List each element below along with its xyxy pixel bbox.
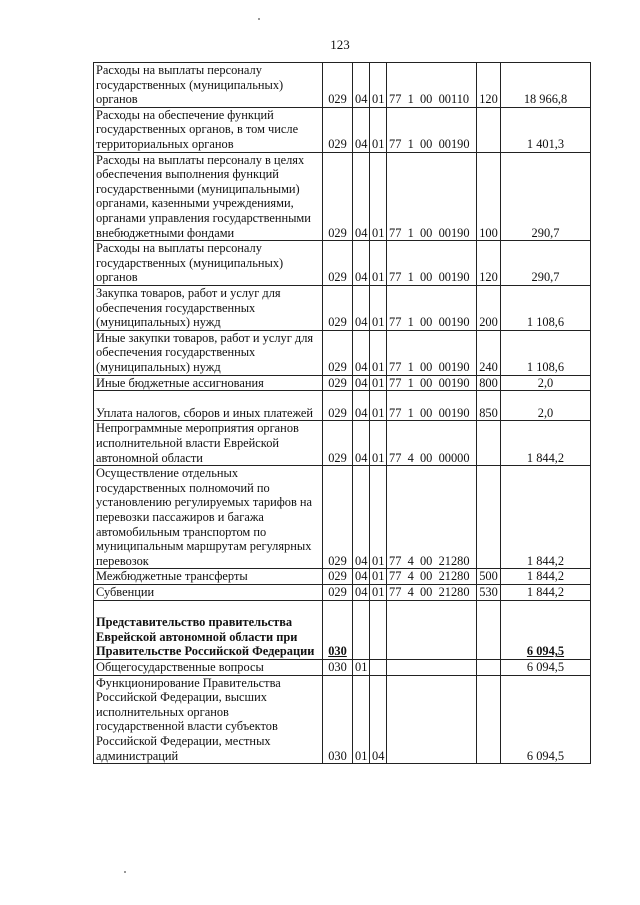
- row-amount: 1 401,3: [501, 107, 591, 152]
- row-vr-code: [477, 107, 501, 152]
- row-csr-code: 77 4 00 21280: [387, 466, 477, 569]
- row-amount: 1 108,6: [501, 285, 591, 330]
- row-rz-code: 04: [353, 241, 370, 286]
- row-csr-code: 77 1 00 00190: [387, 285, 477, 330]
- row-gr-code: 029: [323, 584, 353, 600]
- table-row: [94, 107, 591, 152]
- row-gr-code: 030: [323, 675, 353, 764]
- row-rz-code: 04: [353, 391, 370, 421]
- row-pr-code: [370, 600, 387, 659]
- row-name: Представительство правительства Еврейской автономной области при Правительстве Российской Федерации: [94, 600, 323, 659]
- row-amount: 2,0: [501, 375, 591, 391]
- row-gr-code: 029: [323, 391, 353, 421]
- row-name: Субвенции: [94, 584, 323, 600]
- row-amount: 6 094,5: [501, 675, 591, 764]
- row-pr-code: 01: [370, 375, 387, 391]
- row-pr-code: 01: [370, 584, 387, 600]
- row-name: Расходы на обеспечение функций государственных органов, в том числе территориальных органов: [94, 107, 323, 152]
- row-name: Иные бюджетные ассигнования: [94, 375, 323, 391]
- row-pr-code: 01: [370, 152, 387, 241]
- row-amount: 1 844,2: [501, 569, 591, 585]
- row-pr-code: 01: [370, 421, 387, 466]
- row-name: Межбюджетные трансферты: [94, 569, 323, 585]
- row-name: Осуществление отдельных государственных полномочий по установлению регулируемых тарифов на перевозки пассажиров и багажа автомобильным транспортом по муниципальным маршрутам регулярных перевозок: [94, 466, 323, 569]
- row-rz-code: 04: [353, 569, 370, 585]
- row-pr-code: 01: [370, 330, 387, 375]
- row-amount: 290,7: [501, 152, 591, 241]
- row-name: Уплата налогов, сборов и иных платежей: [94, 391, 323, 421]
- row-vr-code: [477, 659, 501, 675]
- row-name: Закупка товаров, работ и услуг для обеспечения государственных (муниципальных) нужд: [94, 285, 323, 330]
- row-vr-code: [477, 421, 501, 466]
- table-row: [94, 330, 591, 375]
- table-row: [94, 375, 591, 391]
- row-gr-code: 029: [323, 330, 353, 375]
- row-rz-code: 04: [353, 63, 370, 108]
- table-row: [94, 285, 591, 330]
- row-csr-code: 77 1 00 00190: [387, 152, 477, 241]
- row-name: Непрограммные мероприятия органов исполнительной власти Еврейской автономной области: [94, 421, 323, 466]
- row-gr-code: 030: [323, 600, 353, 659]
- row-pr-code: 04: [370, 675, 387, 764]
- row-vr-code: 800: [477, 375, 501, 391]
- row-rz-code: 04: [353, 421, 370, 466]
- row-csr-code: 77 1 00 00190: [387, 330, 477, 375]
- row-rz-code: 04: [353, 285, 370, 330]
- row-vr-code: 100: [477, 152, 501, 241]
- row-rz-code: 04: [353, 152, 370, 241]
- row-vr-code: 530: [477, 584, 501, 600]
- row-rz-code: 04: [353, 375, 370, 391]
- row-csr-code: 77 4 00 21280: [387, 569, 477, 585]
- table-row: [94, 466, 591, 569]
- row-rz-code: 04: [353, 330, 370, 375]
- row-pr-code: 01: [370, 569, 387, 585]
- table-row: [94, 600, 591, 659]
- row-gr-code: 029: [323, 569, 353, 585]
- row-csr-code: [387, 600, 477, 659]
- scan-speck: [258, 18, 260, 20]
- row-rz-code: 01: [353, 675, 370, 764]
- table-row: [94, 241, 591, 286]
- row-rz-code: 04: [353, 466, 370, 569]
- table-row: [94, 569, 591, 585]
- table-row: [94, 152, 591, 241]
- table-row: [94, 391, 591, 421]
- row-gr-code: 029: [323, 421, 353, 466]
- row-gr-code: 029: [323, 107, 353, 152]
- row-amount: 18 966,8: [501, 63, 591, 108]
- scan-speck: [124, 871, 126, 873]
- row-amount: 1 844,2: [501, 421, 591, 466]
- row-pr-code: 01: [370, 107, 387, 152]
- row-name: Расходы на выплаты персоналу государственных (муниципальных) органов: [94, 241, 323, 286]
- row-csr-code: [387, 675, 477, 764]
- row-csr-code: 77 4 00 00000: [387, 421, 477, 466]
- row-amount: 290,7: [501, 241, 591, 286]
- row-amount: 2,0: [501, 391, 591, 421]
- row-rz-code: [353, 600, 370, 659]
- row-gr-code: 029: [323, 375, 353, 391]
- row-pr-code: 01: [370, 285, 387, 330]
- row-name: Иные закупки товаров, работ и услуг для обеспечения государственных (муниципальных) нужд: [94, 330, 323, 375]
- row-pr-code: [370, 659, 387, 675]
- row-vr-code: 120: [477, 63, 501, 108]
- row-name: Расходы на выплаты персоналу государственных (муниципальных) органов: [94, 63, 323, 108]
- row-pr-code: 01: [370, 241, 387, 286]
- row-csr-code: 77 4 00 21280: [387, 584, 477, 600]
- table-row: [94, 675, 591, 764]
- budget-table: [93, 62, 591, 764]
- page-number: 123: [330, 37, 350, 52]
- table-row: [94, 421, 591, 466]
- row-gr-code: 029: [323, 241, 353, 286]
- row-csr-code: 77 1 00 00190: [387, 375, 477, 391]
- row-pr-code: 01: [370, 466, 387, 569]
- row-amount: 6 094,5: [501, 659, 591, 675]
- row-name: Расходы на выплаты персоналу в целях обеспечения выполнения функций государственными (муниципальными) органами, казенными учреждениями, органами управления государственными внебюджетными фондами: [94, 152, 323, 241]
- row-amount: 6 094,5: [501, 600, 591, 659]
- row-vr-code: 200: [477, 285, 501, 330]
- budget-table-body: [94, 63, 591, 764]
- table-row: [94, 659, 591, 675]
- row-amount: 1 108,6: [501, 330, 591, 375]
- row-amount: 1 844,2: [501, 466, 591, 569]
- row-pr-code: 01: [370, 63, 387, 108]
- row-csr-code: 77 1 00 00190: [387, 391, 477, 421]
- row-gr-code: 030: [323, 659, 353, 675]
- row-vr-code: 240: [477, 330, 501, 375]
- row-vr-code: 850: [477, 391, 501, 421]
- row-gr-code: 029: [323, 152, 353, 241]
- row-vr-code: 500: [477, 569, 501, 585]
- row-gr-code: 029: [323, 285, 353, 330]
- row-rz-code: 04: [353, 584, 370, 600]
- table-row: [94, 63, 591, 108]
- row-rz-code: 04: [353, 107, 370, 152]
- row-csr-code: [387, 659, 477, 675]
- row-rz-code: 01: [353, 659, 370, 675]
- row-name: Функционирование Правительства Российской Федерации, высших исполнительных органов государственной власти субъектов Российской Федерации, местных администраций: [94, 675, 323, 764]
- row-vr-code: [477, 675, 501, 764]
- table-row: [94, 584, 591, 600]
- row-csr-code: 77 1 00 00190: [387, 241, 477, 286]
- row-vr-code: [477, 466, 501, 569]
- row-gr-code: 029: [323, 466, 353, 569]
- row-gr-code: 029: [323, 63, 353, 108]
- row-vr-code: [477, 600, 501, 659]
- row-vr-code: 120: [477, 241, 501, 286]
- row-csr-code: 77 1 00 00110: [387, 63, 477, 108]
- row-pr-code: 01: [370, 391, 387, 421]
- row-amount: 1 844,2: [501, 584, 591, 600]
- row-csr-code: 77 1 00 00190: [387, 107, 477, 152]
- row-name: Общегосударственные вопросы: [94, 659, 323, 675]
